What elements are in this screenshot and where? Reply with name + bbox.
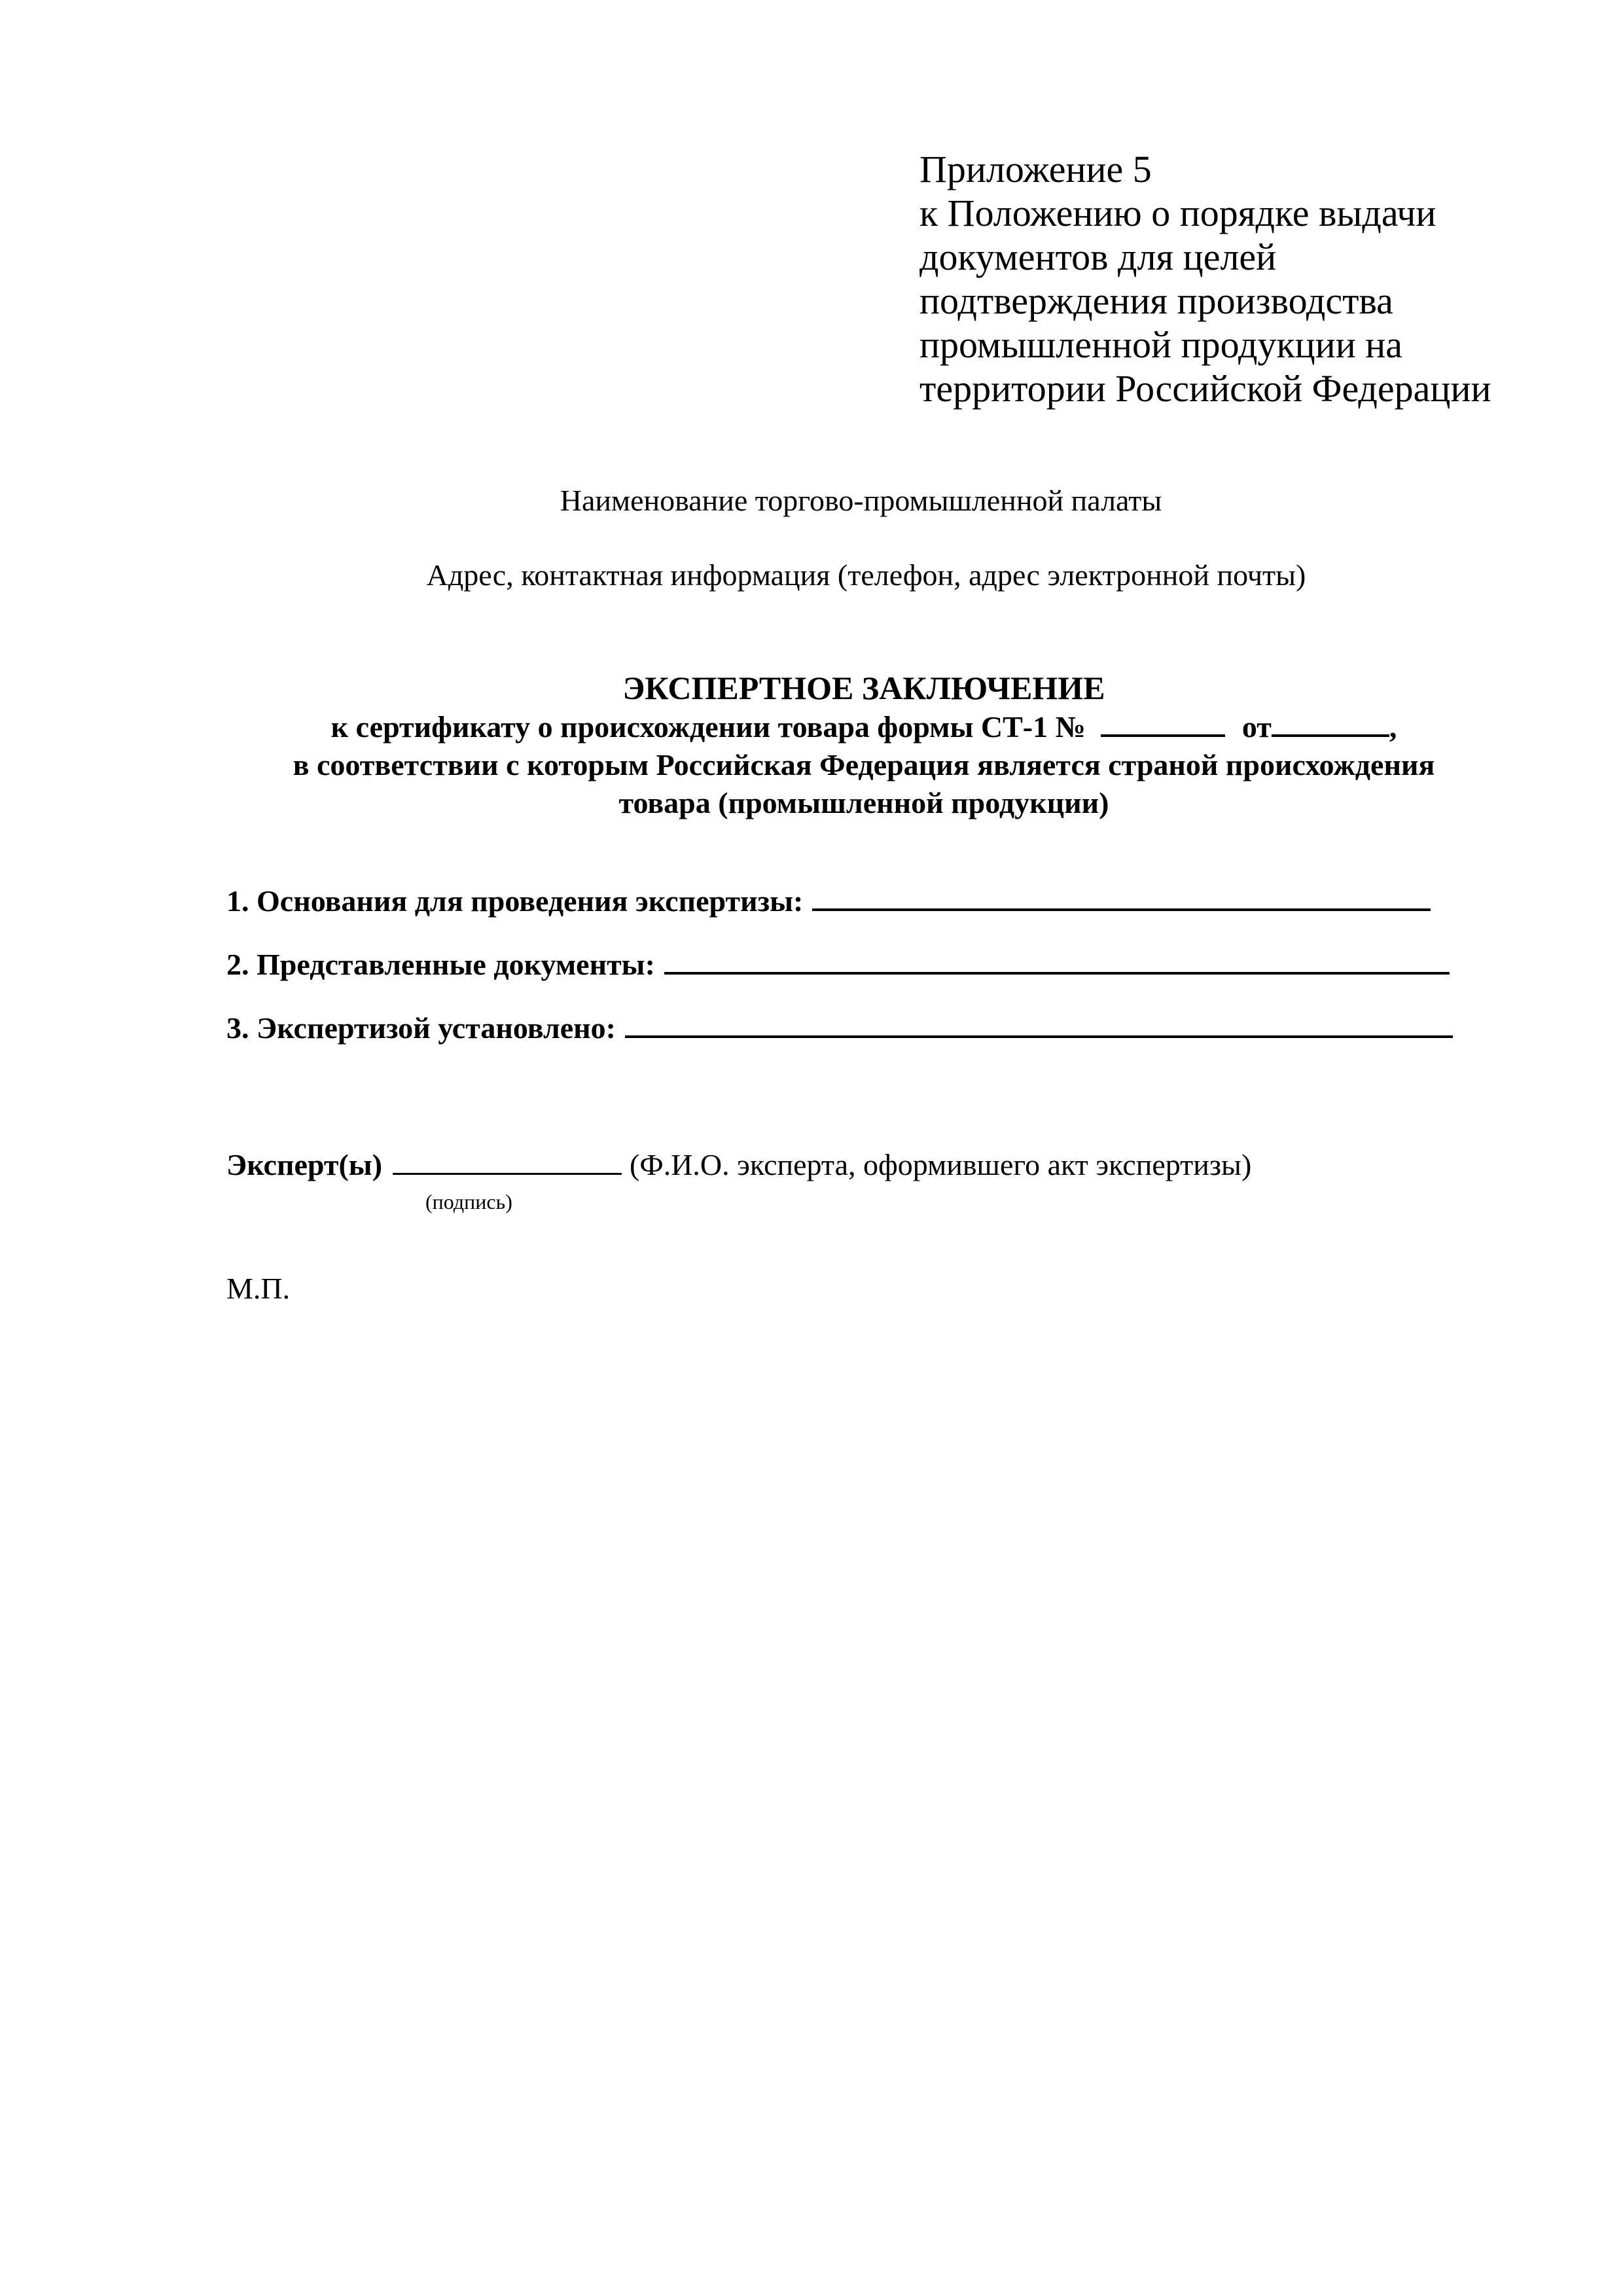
item-grounds-blank[interactable]: [812, 882, 1431, 911]
appendix-line: промышленной продукции на: [919, 323, 1403, 366]
chamber-name: Наименование торгово-промышленной палаты: [560, 484, 1162, 517]
signature-caption: (подпись): [425, 1190, 512, 1213]
title-line4: товара (промышленной продукции): [618, 786, 1109, 819]
appendix-line: к Положению о порядке выдачи: [919, 192, 1436, 234]
document-title: [0, 668, 1623, 822]
title-from-label: от: [1241, 710, 1272, 744]
item-documents-blank[interactable]: [664, 946, 1450, 975]
item-established: [226, 1009, 1453, 1045]
chamber-address: Адрес, контактная информация (телефон, адрес электронной почты): [426, 558, 1306, 592]
stamp-place: М.П.: [226, 1272, 291, 1305]
item-grounds: [226, 882, 1431, 918]
certificate-date-blank[interactable]: [1272, 708, 1389, 737]
appendix-line: документов для целей: [919, 236, 1277, 278]
item-established-blank[interactable]: [625, 1009, 1453, 1038]
expert-label: Эксперт(ы): [226, 1148, 383, 1181]
title-comma: ,: [1389, 710, 1397, 744]
title-main: ЭКСПЕРТНОЕ ЗАКЛЮЧЕНИЕ: [622, 670, 1105, 706]
appendix-line: Приложение 5: [919, 148, 1152, 190]
appendix-line: территории Российской Федерации: [919, 367, 1491, 410]
expert-fio-note: (Ф.И.О. эксперта, оформившего акт экспертизы): [630, 1148, 1252, 1181]
appendix-note: [919, 147, 1491, 410]
item-documents-label: 2. Представленные документы:: [226, 948, 655, 981]
item-grounds-label: 1. Основания для проведения экспертизы:: [226, 884, 804, 918]
certificate-number-blank[interactable]: [1101, 708, 1225, 737]
title-certificate-line: [0, 708, 1623, 746]
title-line3: в соответствии с которым Российская Федерация является страной происхождения: [293, 748, 1435, 781]
item-established-label: 3. Экспертизой установлено:: [226, 1011, 616, 1045]
item-documents: [226, 946, 1450, 982]
title-certificate-prefix: к сертификату о происхождении товара формы СТ-1 №: [330, 710, 1086, 744]
signature-blank[interactable]: [393, 1147, 622, 1175]
appendix-line: подтверждения производства: [919, 279, 1393, 322]
expert-signature-line: [226, 1147, 1251, 1182]
